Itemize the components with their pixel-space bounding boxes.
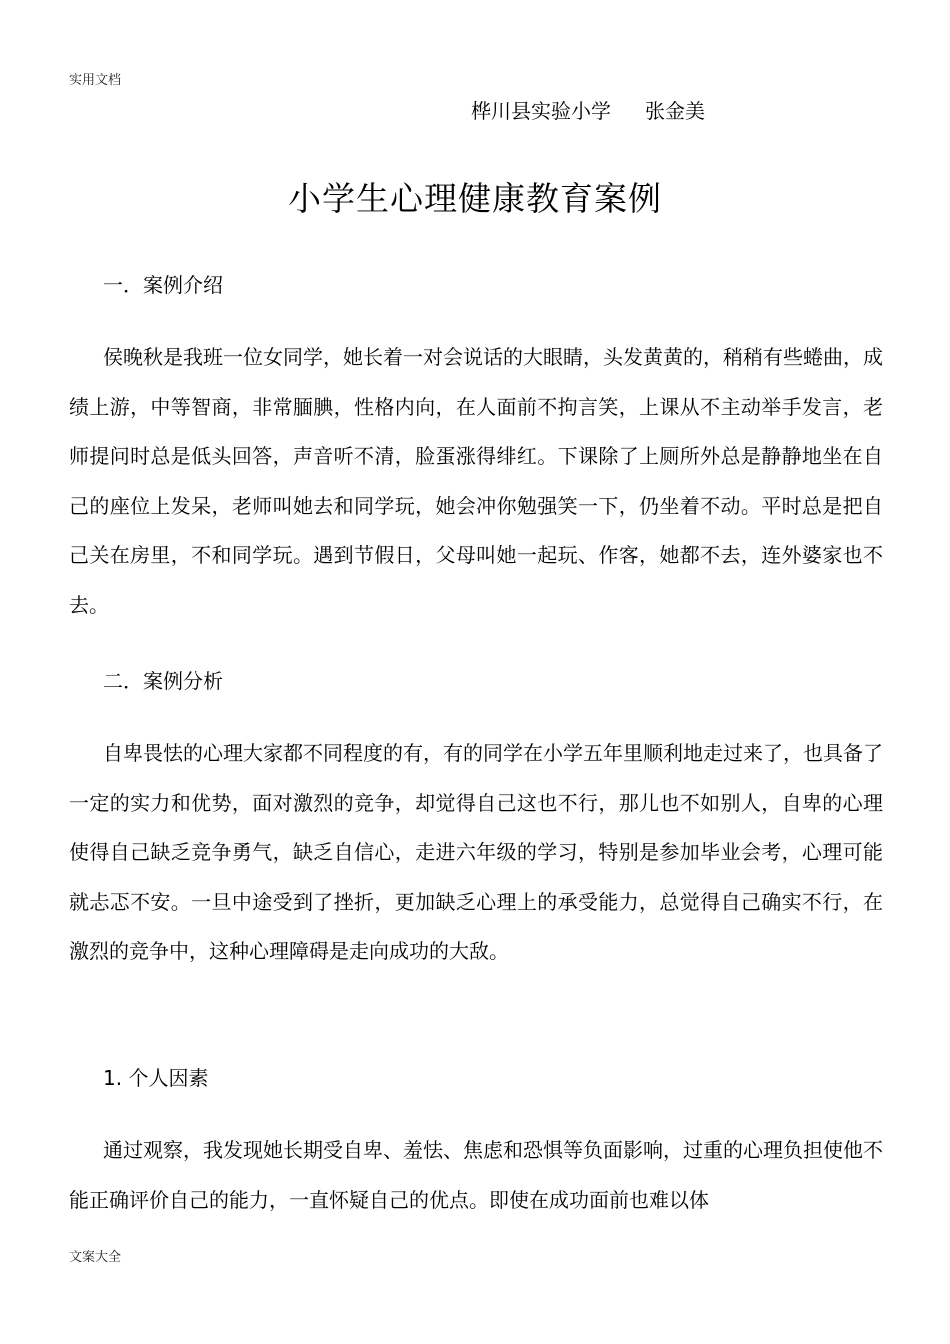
section-paragraph-analysis: 自卑畏怯的心理大家都不同程度的有，有的同学在小学五年里顺利地走过来了，也具备了一定的实力和优势，面对激烈的竞争，却觉得自己这也不行，那儿也不如别人，自卑的心理使得自己缺乏竞争勇气，缺乏自信心，走进六年级的学习，特别是参加毕业会考，心理可能就忐忑不安。一旦中途受到了挫折，更加缺乏心理上的承受能力，总觉得自己确实不行，在激烈的竞争中，这种心理障碍是走向成功的大敌。 xyxy=(69,741,883,963)
section-heading-intro: 一．案例介绍 xyxy=(103,273,223,297)
section-heading-personal-factors: 1. 个人因素 xyxy=(103,1066,209,1090)
section-paragraph-intro: 侯晚秋是我班一位女同学，她长着一对会说话的大眼睛，头发黄黄的，稍稍有些蜷曲，成绩上游，中等智商，非常腼腆，性格内向，在人面前不拘言笑，上课从不主动举手发言，老师提问时总是低头回答，声音听不清，脸蛋涨得绯红。下课除了上厕所外总是静静地坐在自己的座位上发呆，老师叫她去和同学玩，她会冲你勉强笑一下，仍坐着不动。平时总是把自己关在房里，不和同学玩。遇到节假日，父母叫她一起玩、作客，她都不去，连外婆家也不去。 xyxy=(69,345,883,617)
document-title: 小学生心理健康教育案例 xyxy=(288,179,662,218)
section-heading-analysis: 二．案例分析 xyxy=(103,669,223,693)
page-footer-label: 文案大全 xyxy=(69,1250,122,1265)
section-paragraph-personal-factors: 通过观察，我发现她长期受自卑、羞怯、焦虑和恐惧等负面影响，过重的心理负担使他不能正确评价自己的能力，一直怀疑自己的优点。即使在成功面前也难以体 xyxy=(69,1138,883,1212)
author-line xyxy=(471,96,705,126)
author-name: 张金美 xyxy=(645,99,705,123)
page-header-label: 实用文档 xyxy=(69,73,122,88)
author-school: 桦川县实验小学 xyxy=(471,99,611,123)
